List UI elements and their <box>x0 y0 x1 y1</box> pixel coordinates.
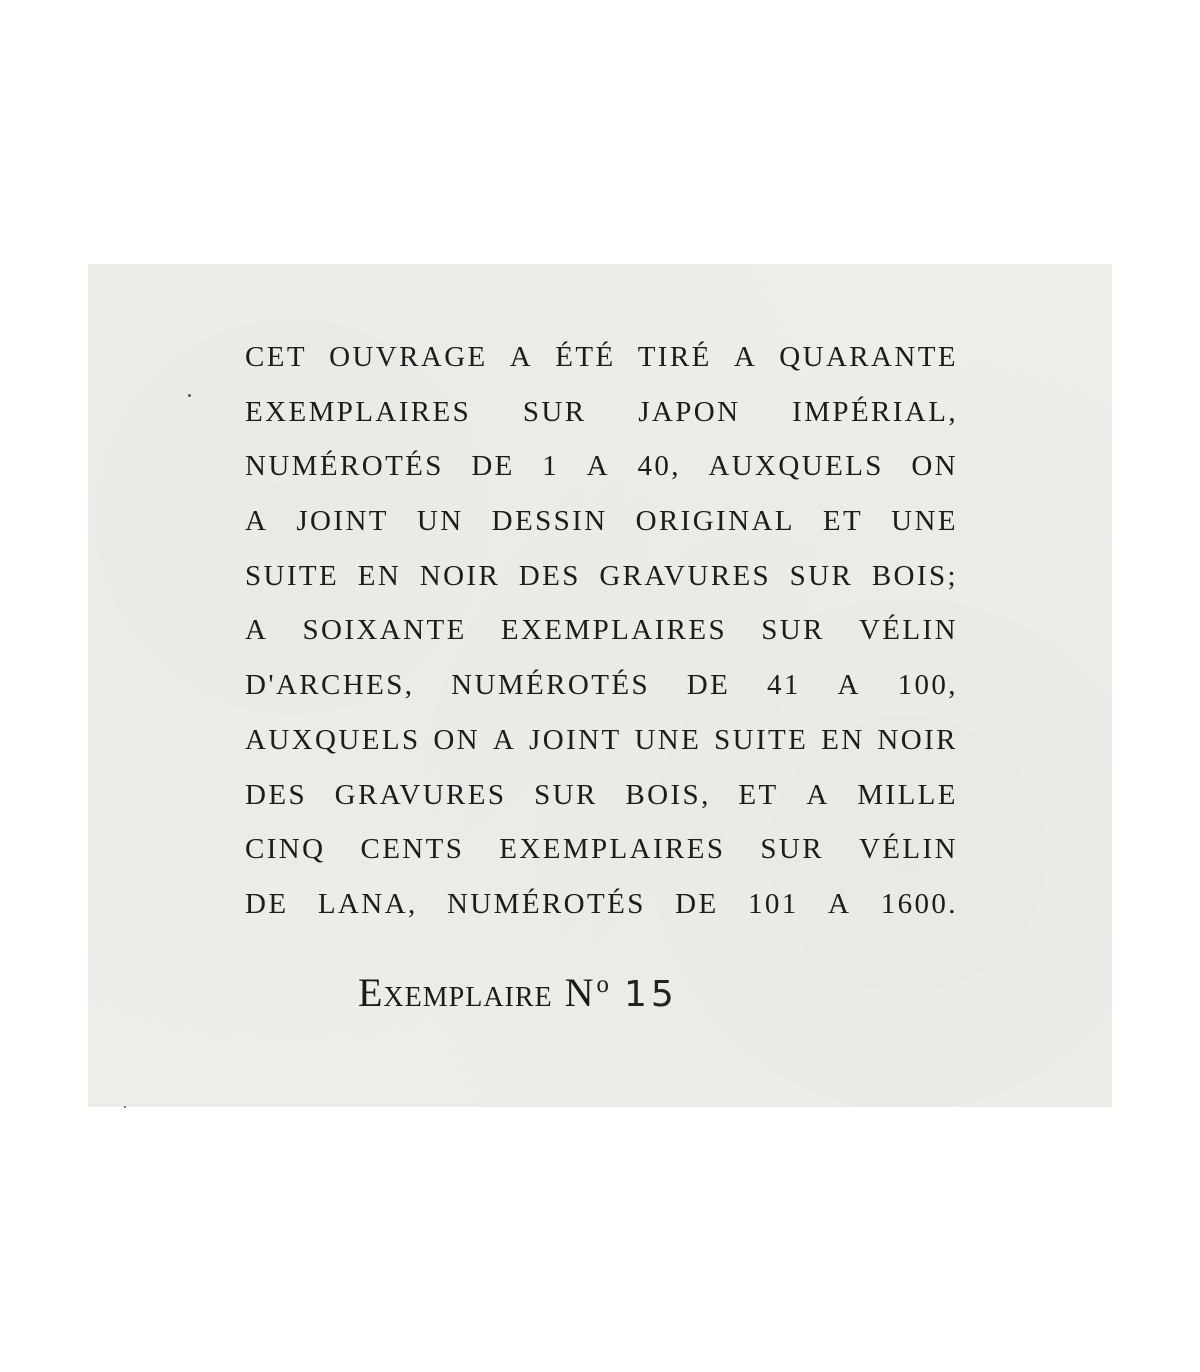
copy-number <box>358 969 678 1016</box>
colophon-word: EXEMPLAIRES <box>245 395 472 428</box>
colophon-word: 40, <box>637 450 681 483</box>
colophon-word: SUITE <box>245 559 340 592</box>
colophon-line <box>245 494 958 549</box>
colophon-word: SUR <box>761 614 825 647</box>
colophon-word: 1600. <box>880 887 958 920</box>
colophon-word: AUXQUELS <box>245 723 421 756</box>
colophon-word: SUR <box>522 395 587 428</box>
colophon-word: DE <box>675 887 719 920</box>
colophon-word: JOINT <box>529 723 622 756</box>
ink-speck <box>124 1106 126 1108</box>
colophon-word: NUMÉROTÉS <box>451 669 651 702</box>
colophon-word: NOIR <box>419 559 501 592</box>
colophon-word: NUMÉROTÉS <box>245 450 444 483</box>
colophon-word: 100, <box>897 669 958 702</box>
colophon-word: DES <box>245 778 307 811</box>
colophon-word: NOIR <box>877 723 958 756</box>
colophon-text <box>245 330 958 932</box>
colophon-word: SUR <box>789 559 854 592</box>
colophon-word: JOINT <box>296 505 389 538</box>
number-sign <box>565 970 610 1015</box>
colophon-word: GRAVURES <box>334 778 507 811</box>
colophon-word: BOIS, <box>625 778 711 811</box>
paper-sheet <box>88 264 1112 1107</box>
colophon-word: OUVRAGE <box>329 341 488 373</box>
colophon-word: ET <box>822 505 864 538</box>
colophon-word: A <box>828 887 852 920</box>
colophon-word: A <box>509 341 534 373</box>
colophon-word: A <box>733 341 758 373</box>
colophon-line <box>245 877 958 932</box>
colophon-word: ET <box>738 778 779 811</box>
colophon-word: VÉLIN <box>858 614 958 647</box>
colophon-word: SUR <box>534 778 598 811</box>
colophon-word: A <box>492 723 517 756</box>
colophon-word: SUITE <box>714 723 809 756</box>
colophon-word: DE <box>245 887 289 920</box>
colophon-word: NUMÉROTÉS <box>446 887 646 920</box>
colophon-word: DESSIN <box>491 505 608 538</box>
ink-speck <box>188 394 191 397</box>
number-sign-letter: N <box>564 970 595 1015</box>
colophon-word: A <box>837 669 861 702</box>
colophon-word: EN <box>357 559 402 592</box>
colophon-line <box>245 549 958 604</box>
colophon-line <box>245 658 958 713</box>
colophon-line <box>245 822 958 877</box>
colophon-word: A <box>806 778 830 811</box>
colophon-word: DES <box>518 559 581 592</box>
colophon-word: DE <box>471 450 515 483</box>
colophon-word: MILLE <box>857 778 958 811</box>
colophon-word: ON <box>911 450 958 483</box>
colophon-word: SOIXANTE <box>302 614 467 647</box>
copy-number-value: 15 <box>623 974 678 1015</box>
colophon-word: VÉLIN <box>858 833 958 866</box>
colophon-line <box>245 385 958 440</box>
colophon-word: AUXQUELS <box>708 450 884 483</box>
colophon-word: LANA, <box>317 887 418 920</box>
colophon-line <box>245 768 958 823</box>
number-sign-superscript: o <box>596 971 610 999</box>
colophon-word: 41 <box>766 669 801 702</box>
colophon-line <box>245 713 958 768</box>
colophon-word: EN <box>821 723 865 756</box>
colophon-word: ON <box>433 723 481 756</box>
colophon-word: D'ARCHES, <box>245 669 415 702</box>
colophon-word: GRAVURES <box>599 559 772 592</box>
colophon-word: UN <box>416 505 464 538</box>
colophon-line <box>245 603 958 658</box>
copy-label: Exemplaire <box>358 970 553 1015</box>
colophon-line <box>245 330 958 385</box>
colophon-word: CENTS <box>360 833 465 866</box>
colophon-word: BOIS; <box>871 559 958 592</box>
colophon-word: A <box>245 614 269 647</box>
colophon-word: A <box>586 450 610 483</box>
colophon-word: JAPON <box>638 395 741 428</box>
colophon-word: UNE <box>891 505 958 538</box>
colophon-word: CINQ <box>245 833 326 866</box>
colophon-word: IMPÉRIAL, <box>792 395 958 428</box>
colophon-word: 1 <box>542 450 560 483</box>
colophon-word: DE <box>686 669 731 702</box>
colophon-word: CET <box>245 341 307 373</box>
colophon-word: TIRÉ <box>637 341 712 373</box>
colophon-word: QUARANTE <box>779 341 958 373</box>
colophon-word: ÉTÉ <box>555 341 616 373</box>
colophon-word: EXEMPLAIRES <box>499 833 726 866</box>
colophon-word: UNE <box>634 723 702 756</box>
colophon-word: EXEMPLAIRES <box>500 614 728 647</box>
colophon-word: ORIGINAL <box>635 505 795 538</box>
colophon-line <box>245 439 958 494</box>
colophon-word: 101 <box>747 887 799 920</box>
colophon-word: A <box>245 505 269 538</box>
colophon-word: SUR <box>760 833 825 866</box>
